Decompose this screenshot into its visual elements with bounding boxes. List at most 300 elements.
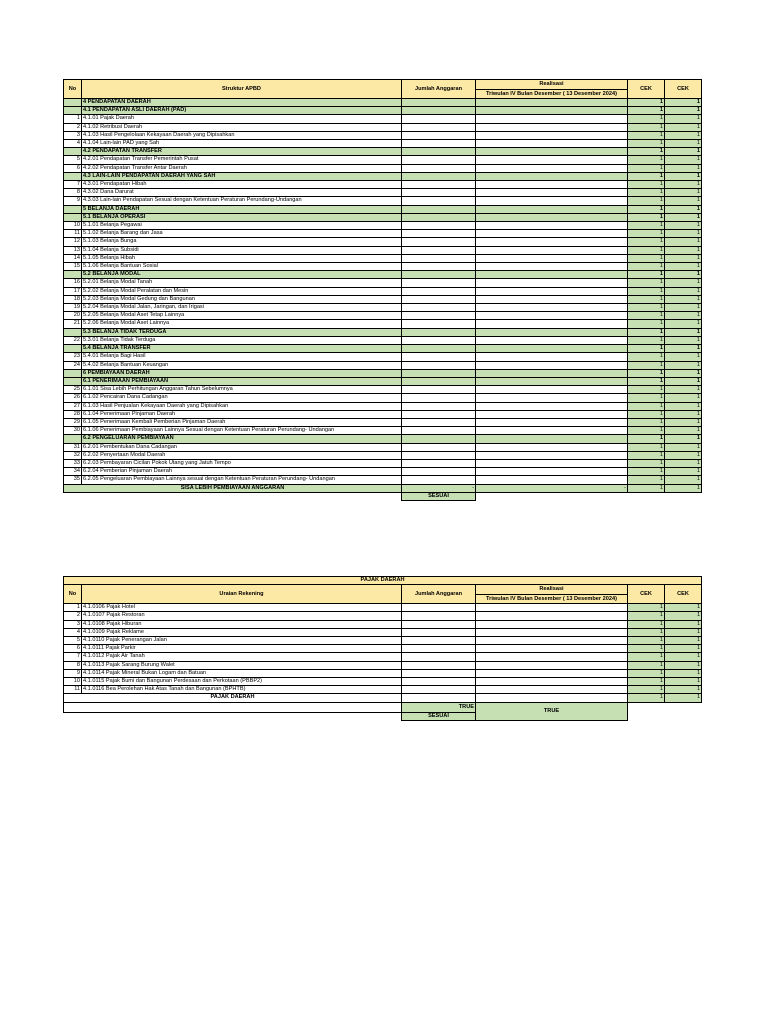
row-cek-1: 1: [628, 678, 665, 686]
row-cek-2: 1: [665, 156, 702, 164]
row-cek-2: 1: [665, 304, 702, 312]
row-no: [64, 369, 82, 377]
row-cek-2: 1: [665, 394, 702, 402]
row-cek-2: 1: [665, 353, 702, 361]
row-label: 6.1.03 Hasil Penjualan Kekayaan Daerah yang Dipisahkan: [82, 402, 402, 410]
table-row: [64, 246, 702, 254]
row-realisasi: [476, 459, 628, 467]
row-cek-1: 1: [628, 205, 665, 213]
row-cek-1: 1: [628, 295, 665, 303]
table-row: [64, 620, 702, 628]
row-jumlah: [402, 435, 476, 443]
row-label: 5.1.02 Belanja Barang dan Jasa: [82, 230, 402, 238]
table-row: [64, 123, 702, 131]
table-row: [64, 386, 702, 394]
row-label: 5 BELANJA DAERAH: [82, 205, 402, 213]
row-jumlah: [402, 107, 476, 115]
table-row: [64, 443, 702, 451]
group-row: [64, 107, 702, 115]
row-label: 5.1 BELANJA OPERASI: [82, 213, 402, 221]
row-no: 27: [64, 402, 82, 410]
row-no: 1: [64, 604, 82, 612]
row-realisasi: [476, 222, 628, 230]
row-cek-1: 1: [628, 131, 665, 139]
row-cek-1: 1: [628, 386, 665, 394]
row-no: 3: [64, 131, 82, 139]
table-row: [64, 353, 702, 361]
row-label: 6.1.01 Sisa Lebih Perhitungan Anggaran Tahun Sebelumnya: [82, 386, 402, 394]
header-realisasi: Realisasi: [476, 80, 628, 90]
row-jumlah: [402, 312, 476, 320]
row-label: 4.1.0111 Pajak Parkir: [82, 645, 402, 653]
table-row: [64, 197, 702, 205]
row-cek-1: 1: [628, 394, 665, 402]
row-label: 5.1.04 Belanja Subsidi: [82, 246, 402, 254]
row-cek-2: 1: [665, 628, 702, 636]
row-cek-1: 1: [628, 99, 665, 107]
row-label: 5.2 BELANJA MODAL: [82, 271, 402, 279]
row-realisasi: [476, 686, 628, 694]
row-cek-2: 1: [665, 230, 702, 238]
group-row: [64, 435, 702, 443]
row-label: 4.1.0109 Pajak Reklame: [82, 628, 402, 636]
row-label: 5.1.01 Belanja Pegawai: [82, 222, 402, 230]
row-cek-2: 1: [665, 123, 702, 131]
total-jumlah: [402, 694, 476, 702]
row-no: 23: [64, 353, 82, 361]
table-row: [64, 459, 702, 467]
row-jumlah: [402, 254, 476, 262]
row-no: [64, 172, 82, 180]
row-realisasi: [476, 394, 628, 402]
row-label: 4.1.0107 Pajak Restoran: [82, 612, 402, 620]
row-no: 26: [64, 394, 82, 402]
row-realisasi: [476, 386, 628, 394]
apbd-table: [63, 79, 702, 501]
row-jumlah: [402, 678, 476, 686]
header-periode: Triwulan IV Bulan Desember ( 13 Desember 2024): [476, 89, 628, 99]
row-cek-1: 1: [628, 189, 665, 197]
row-realisasi: [476, 377, 628, 385]
row-no: 35: [64, 476, 82, 484]
row-label: 4.1.04 Lain-lain PAD yang Sah: [82, 140, 402, 148]
row-jumlah: [402, 451, 476, 459]
group-row: [64, 205, 702, 213]
row-label: 4.3.02 Dana Darurat: [82, 189, 402, 197]
row-cek-2: 1: [665, 205, 702, 213]
row-no: 2: [64, 612, 82, 620]
row-jumlah: [402, 620, 476, 628]
row-realisasi: [476, 353, 628, 361]
row-realisasi: [476, 189, 628, 197]
row-no: 3: [64, 620, 82, 628]
row-cek-2: 1: [665, 164, 702, 172]
row-label: 4 PENDAPATAN DAERAH: [82, 99, 402, 107]
row-realisasi: [476, 612, 628, 620]
row-no: 9: [64, 197, 82, 205]
row-realisasi: [476, 263, 628, 271]
table-row: [64, 320, 702, 328]
row-jumlah: [402, 345, 476, 353]
row-jumlah: [402, 353, 476, 361]
row-label: 6.1.04 Penerimaan Pinjaman Daerah: [82, 410, 402, 418]
row-no: 22: [64, 336, 82, 344]
row-jumlah: [402, 410, 476, 418]
table-row: [64, 238, 702, 246]
row-realisasi: [476, 345, 628, 353]
row-no: 15: [64, 263, 82, 271]
row-realisasi: [476, 336, 628, 344]
row-jumlah: [402, 669, 476, 677]
row-cek-2: 1: [665, 131, 702, 139]
row-no: 24: [64, 361, 82, 369]
row-jumlah: [402, 418, 476, 426]
table-row: [64, 312, 702, 320]
spacer: [476, 492, 702, 500]
row-no: 1: [64, 115, 82, 123]
row-jumlah: [402, 369, 476, 377]
row-jumlah: [402, 263, 476, 271]
header-jumlah: Jumlah Anggaran: [402, 585, 476, 604]
row-jumlah: [402, 213, 476, 221]
row-cek-1: 1: [628, 254, 665, 262]
row-cek-2: 1: [665, 443, 702, 451]
row-realisasi: [476, 131, 628, 139]
row-cek-1: 1: [628, 476, 665, 484]
table-row: [64, 156, 702, 164]
row-label: 6.2.04 Pemberian Pinjaman Daerah: [82, 468, 402, 476]
table-row: [64, 287, 702, 295]
row-cek-1: 1: [628, 115, 665, 123]
row-realisasi: [476, 661, 628, 669]
total-row: [64, 694, 702, 702]
row-cek-2: 1: [665, 612, 702, 620]
row-jumlah: [402, 181, 476, 189]
row-no: [64, 328, 82, 336]
row-realisasi: [476, 287, 628, 295]
row-no: 9: [64, 669, 82, 677]
row-no: 17: [64, 287, 82, 295]
row-jumlah: [402, 628, 476, 636]
row-cek-2: 1: [665, 435, 702, 443]
row-no: 30: [64, 427, 82, 435]
row-label: 5.2.03 Belanja Modal Gedung dan Bangunan: [82, 295, 402, 303]
row-label: 6.2 PENGELUARAN PEMBIAYAAN: [82, 435, 402, 443]
row-label: 6.2.02 Penyertaan Modal Daerah: [82, 451, 402, 459]
row-cek-2: 1: [665, 377, 702, 385]
row-no: [64, 107, 82, 115]
row-jumlah: [402, 459, 476, 467]
row-jumlah: [402, 222, 476, 230]
table-row: [64, 164, 702, 172]
row-realisasi: [476, 205, 628, 213]
row-label: 6.2.03 Pembayaran Cicilan Pokok Utang yang Jatuh Tempo: [82, 459, 402, 467]
row-realisasi: [476, 435, 628, 443]
row-jumlah: [402, 686, 476, 694]
row-realisasi: [476, 172, 628, 180]
table-row: [64, 653, 702, 661]
row-cek-2: 1: [665, 213, 702, 221]
row-realisasi: [476, 637, 628, 645]
row-cek-2: 1: [665, 345, 702, 353]
table-row: [64, 678, 702, 686]
row-cek-2: 1: [665, 645, 702, 653]
total-label: PAJAK DAERAH: [64, 694, 402, 702]
row-cek-1: 1: [628, 263, 665, 271]
group-row: [64, 377, 702, 385]
row-realisasi: [476, 238, 628, 246]
header-uraian: Uraian Rekening: [82, 585, 402, 604]
row-no: [64, 345, 82, 353]
table-row: [64, 295, 702, 303]
row-cek-1: 1: [628, 197, 665, 205]
spacer: [64, 712, 402, 720]
row-cek-1: 1: [628, 620, 665, 628]
table-row: [64, 181, 702, 189]
row-no: 19: [64, 304, 82, 312]
row-jumlah: [402, 637, 476, 645]
row-jumlah: [402, 427, 476, 435]
row-label: 5.4.01 Belanja Bagi Hasil: [82, 353, 402, 361]
row-cek-1: 1: [628, 328, 665, 336]
row-jumlah: [402, 279, 476, 287]
row-no: 29: [64, 418, 82, 426]
row-label: 4.1.0108 Pajak Hiburan: [82, 620, 402, 628]
header-jumlah: Jumlah Anggaran: [402, 80, 476, 99]
row-jumlah: [402, 246, 476, 254]
row-realisasi: [476, 271, 628, 279]
row-realisasi: [476, 653, 628, 661]
table-row: [64, 279, 702, 287]
table-row: [64, 131, 702, 139]
row-cek-1: 1: [628, 312, 665, 320]
row-label: 5.2.05 Belanja Modal Aset Tetap Lainnya: [82, 312, 402, 320]
row-jumlah: [402, 394, 476, 402]
row-cek-2: 1: [665, 418, 702, 426]
row-jumlah: [402, 402, 476, 410]
row-cek-1: 1: [628, 645, 665, 653]
row-jumlah: [402, 197, 476, 205]
row-label: 4.2.02 Pendapatan Transfer Antar Daerah: [82, 164, 402, 172]
row-cek-1: 1: [628, 320, 665, 328]
row-realisasi: [476, 246, 628, 254]
row-no: 5: [64, 156, 82, 164]
row-no: [64, 148, 82, 156]
row-label: 4.1.02 Retribusi Daerah: [82, 123, 402, 131]
row-jumlah: [402, 295, 476, 303]
row-realisasi: [476, 279, 628, 287]
row-realisasi: [476, 468, 628, 476]
row-no: 25: [64, 386, 82, 394]
row-realisasi: [476, 320, 628, 328]
row-cek-2: 1: [665, 468, 702, 476]
row-cek-2: 1: [665, 197, 702, 205]
sesuai-badge: SESUAI: [402, 712, 476, 720]
row-no: 12: [64, 238, 82, 246]
table-row: [64, 451, 702, 459]
row-no: 5: [64, 637, 82, 645]
row-label: 5.1.06 Belanja Bantuan Sosial: [82, 263, 402, 271]
row-cek-2: 1: [665, 181, 702, 189]
row-cek-1: 1: [628, 410, 665, 418]
row-cek-1: 1: [628, 653, 665, 661]
row-label: 6.1.05 Penerimaan Kembali Pemberian Pinjaman Daerah: [82, 418, 402, 426]
row-realisasi: [476, 181, 628, 189]
table-row: [64, 394, 702, 402]
row-cek-2: 1: [665, 263, 702, 271]
row-no: 4: [64, 628, 82, 636]
row-cek-1: 1: [628, 181, 665, 189]
row-no: 11: [64, 686, 82, 694]
table-row: [64, 686, 702, 694]
table-row: [64, 222, 702, 230]
row-no: [64, 377, 82, 385]
row-jumlah: [402, 287, 476, 295]
row-cek-1: 1: [628, 628, 665, 636]
row-cek-2: 1: [665, 686, 702, 694]
row-no: 20: [64, 312, 82, 320]
row-realisasi: [476, 156, 628, 164]
table-row: [64, 637, 702, 645]
row-cek-2: 1: [665, 99, 702, 107]
row-cek-1: 1: [628, 336, 665, 344]
table-row: [64, 189, 702, 197]
row-cek-2: 1: [665, 271, 702, 279]
row-label: 4.1.0112 Pajak Air Tanah: [82, 653, 402, 661]
row-label: 5.1.05 Belanja Hibah: [82, 254, 402, 262]
sesuai-row: [64, 492, 702, 500]
group-row: [64, 345, 702, 353]
table-row: [64, 418, 702, 426]
row-jumlah: [402, 653, 476, 661]
row-cek-2: 1: [665, 669, 702, 677]
true-left: TRUE: [402, 702, 476, 712]
header-cek-1: CEK: [628, 585, 665, 604]
row-cek-2: 1: [665, 661, 702, 669]
row-jumlah: [402, 361, 476, 369]
row-realisasi: [476, 230, 628, 238]
row-label: 6.1.02 Pencairan Dana Cadangan: [82, 394, 402, 402]
row-cek-2: 1: [665, 312, 702, 320]
row-realisasi: [476, 213, 628, 221]
row-cek-2: 1: [665, 189, 702, 197]
row-cek-1: 1: [628, 230, 665, 238]
row-jumlah: [402, 336, 476, 344]
table-row: [64, 361, 702, 369]
row-no: 14: [64, 254, 82, 262]
row-cek-1: 1: [628, 637, 665, 645]
row-jumlah: [402, 148, 476, 156]
row-cek-2: 1: [665, 410, 702, 418]
row-label: 4.1.0115 Pajak Bumi dan Bangunan Perdesaan dan Perkotaan (PBBP2): [82, 678, 402, 686]
row-cek-1: 1: [628, 345, 665, 353]
row-label: 5.4 BELANJA TRANSFER: [82, 345, 402, 353]
header-cek-2: CEK: [665, 585, 702, 604]
row-jumlah: [402, 131, 476, 139]
row-jumlah: [402, 468, 476, 476]
row-cek-2: 1: [665, 386, 702, 394]
row-jumlah: [402, 612, 476, 620]
spacer: [64, 702, 402, 712]
row-no: 6: [64, 645, 82, 653]
table-row: [64, 669, 702, 677]
row-no: 10: [64, 222, 82, 230]
row-jumlah: [402, 123, 476, 131]
row-label: 4.1.0106 Pajak Hotel: [82, 604, 402, 612]
row-cek-2: 1: [665, 451, 702, 459]
table-row: [64, 115, 702, 123]
table-row: [64, 230, 702, 238]
row-label: 4.1.01 Pajak Daerah: [82, 115, 402, 123]
row-cek-2: 1: [665, 637, 702, 645]
row-realisasi: [476, 604, 628, 612]
row-no: 10: [64, 678, 82, 686]
row-cek-2: 1: [665, 620, 702, 628]
row-cek-2: 1: [665, 107, 702, 115]
row-realisasi: [476, 328, 628, 336]
row-cek-1: 1: [628, 661, 665, 669]
row-label: 6.1 PENERIMAAN PEMBIAYAAN: [82, 377, 402, 385]
row-realisasi: [476, 427, 628, 435]
row-cek-1: 1: [628, 669, 665, 677]
row-no: 13: [64, 246, 82, 254]
row-jumlah: [402, 271, 476, 279]
row-jumlah: [402, 604, 476, 612]
row-jumlah: [402, 172, 476, 180]
row-cek-2: 1: [665, 678, 702, 686]
table-row: [64, 263, 702, 271]
row-no: 28: [64, 410, 82, 418]
row-cek-2: 1: [665, 320, 702, 328]
summary-row: [64, 484, 702, 492]
row-cek-1: 1: [628, 459, 665, 467]
row-label: 5.2.04 Belanja Modal Jalan, Jaringan, dan Irigasi: [82, 304, 402, 312]
total-cek-1: 1: [628, 694, 665, 702]
row-cek-1: 1: [628, 271, 665, 279]
summary-realisasi: -: [476, 484, 628, 492]
table-row: [64, 628, 702, 636]
row-no: 31: [64, 443, 82, 451]
row-no: [64, 99, 82, 107]
row-cek-1: 1: [628, 222, 665, 230]
group-row: [64, 148, 702, 156]
row-cek-1: 1: [628, 213, 665, 221]
row-label: 5.3.01 Belanja Tidak Terduga: [82, 336, 402, 344]
row-cek-1: 1: [628, 443, 665, 451]
header-periode: Triwulan IV Bulan Desember ( 13 Desember 2024): [476, 594, 628, 604]
row-label: 4.2.01 Pendapatan Transfer Pemerintah Pusat: [82, 156, 402, 164]
header-cek-1: CEK: [628, 80, 665, 99]
row-jumlah: [402, 386, 476, 394]
spacer: [628, 702, 702, 720]
row-no: [64, 435, 82, 443]
row-cek-2: 1: [665, 287, 702, 295]
row-cek-1: 1: [628, 107, 665, 115]
row-cek-2: 1: [665, 459, 702, 467]
row-cek-1: 1: [628, 353, 665, 361]
row-realisasi: [476, 369, 628, 377]
row-cek-1: 1: [628, 604, 665, 612]
row-realisasi: [476, 123, 628, 131]
group-row: [64, 172, 702, 180]
row-cek-2: 1: [665, 604, 702, 612]
table-row: [64, 661, 702, 669]
row-jumlah: [402, 140, 476, 148]
row-cek-2: 1: [665, 148, 702, 156]
row-realisasi: [476, 410, 628, 418]
row-cek-1: 1: [628, 369, 665, 377]
header-no: No: [64, 585, 82, 604]
